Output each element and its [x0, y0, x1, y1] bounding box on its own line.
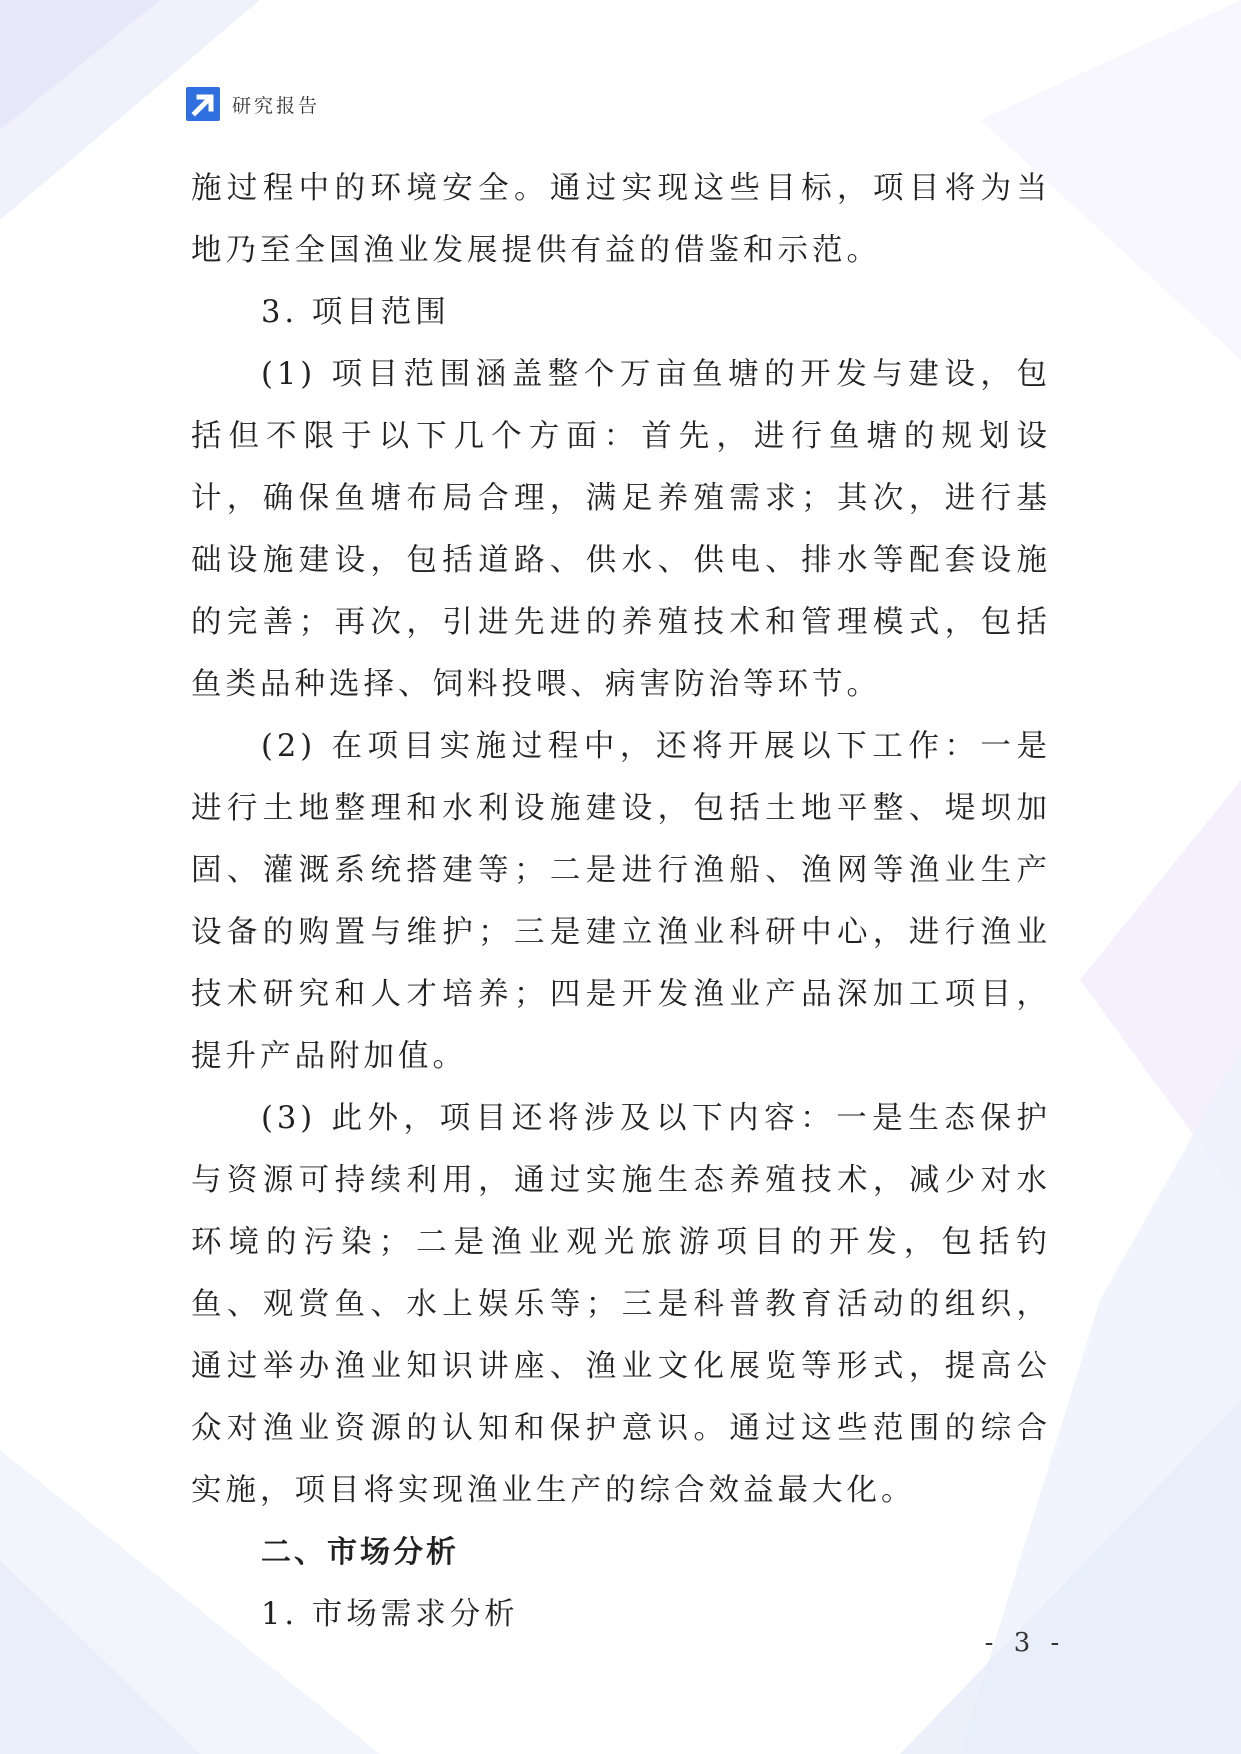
document-body: [191, 158, 1051, 1646]
paragraph-scope-2: (2) 在项目实施过程中，还将开展以下工作：一是进行土地整理和水利设施建设，包括土地平整、堤坝加固、灌溉系统搭建等；二是进行渔船、渔网等渔业生产设备的购置与维护；三是建立渔业科研中心，进行渔业技术研究和人才培养；四是开发渔业产品深加工项目，提升产品附加值。: [191, 729, 1051, 1074]
report-header: [186, 86, 320, 122]
section-heading-demand: 1. 市场需求分析: [261, 1597, 519, 1632]
paragraph-scope-1: (1) 项目范围涵盖整个万亩鱼塘的开发与建设，包括但不限于以下几个方面：首先，进行鱼塘的规划设计，确保鱼塘布局合理，满足养殖需求；其次，进行基础设施建设，包括道路、供水、供电、排水等配套设施的完善；再次，引进先进的养殖技术和管理模式，包括鱼类品种选择、饲料投喂、病害防治等环节。: [191, 357, 1051, 702]
page-number: - 3 -: [984, 1628, 1066, 1658]
arrow-up-right-icon: [186, 87, 220, 121]
header-title: 研究报告: [232, 94, 321, 117]
chapter-heading-market: 二、市场分析: [261, 1535, 459, 1570]
paragraph-scope-3: (3) 此外，项目还将涉及以下内容：一是生态保护与资源可持续利用，通过实施生态养殖技术，减少对水环境的污染；二是渔业观光旅游项目的开发，包括钓鱼、观赏鱼、水上娱乐等；三是科普教育活动的组织，通过举办渔业知识讲座、渔业文化展览等形式，提高公众对渔业资源的认知和保护意识。通过这些范围的综合实施，项目将实现渔业生产的综合效益最大化。: [191, 1101, 1051, 1508]
section-heading-scope: 3. 项目范围: [261, 295, 450, 330]
paragraph-intro: 施过程中的环境安全。通过实现这些目标，项目将为当地乃至全国渔业发展提供有益的借鉴和示范。: [191, 171, 1051, 268]
